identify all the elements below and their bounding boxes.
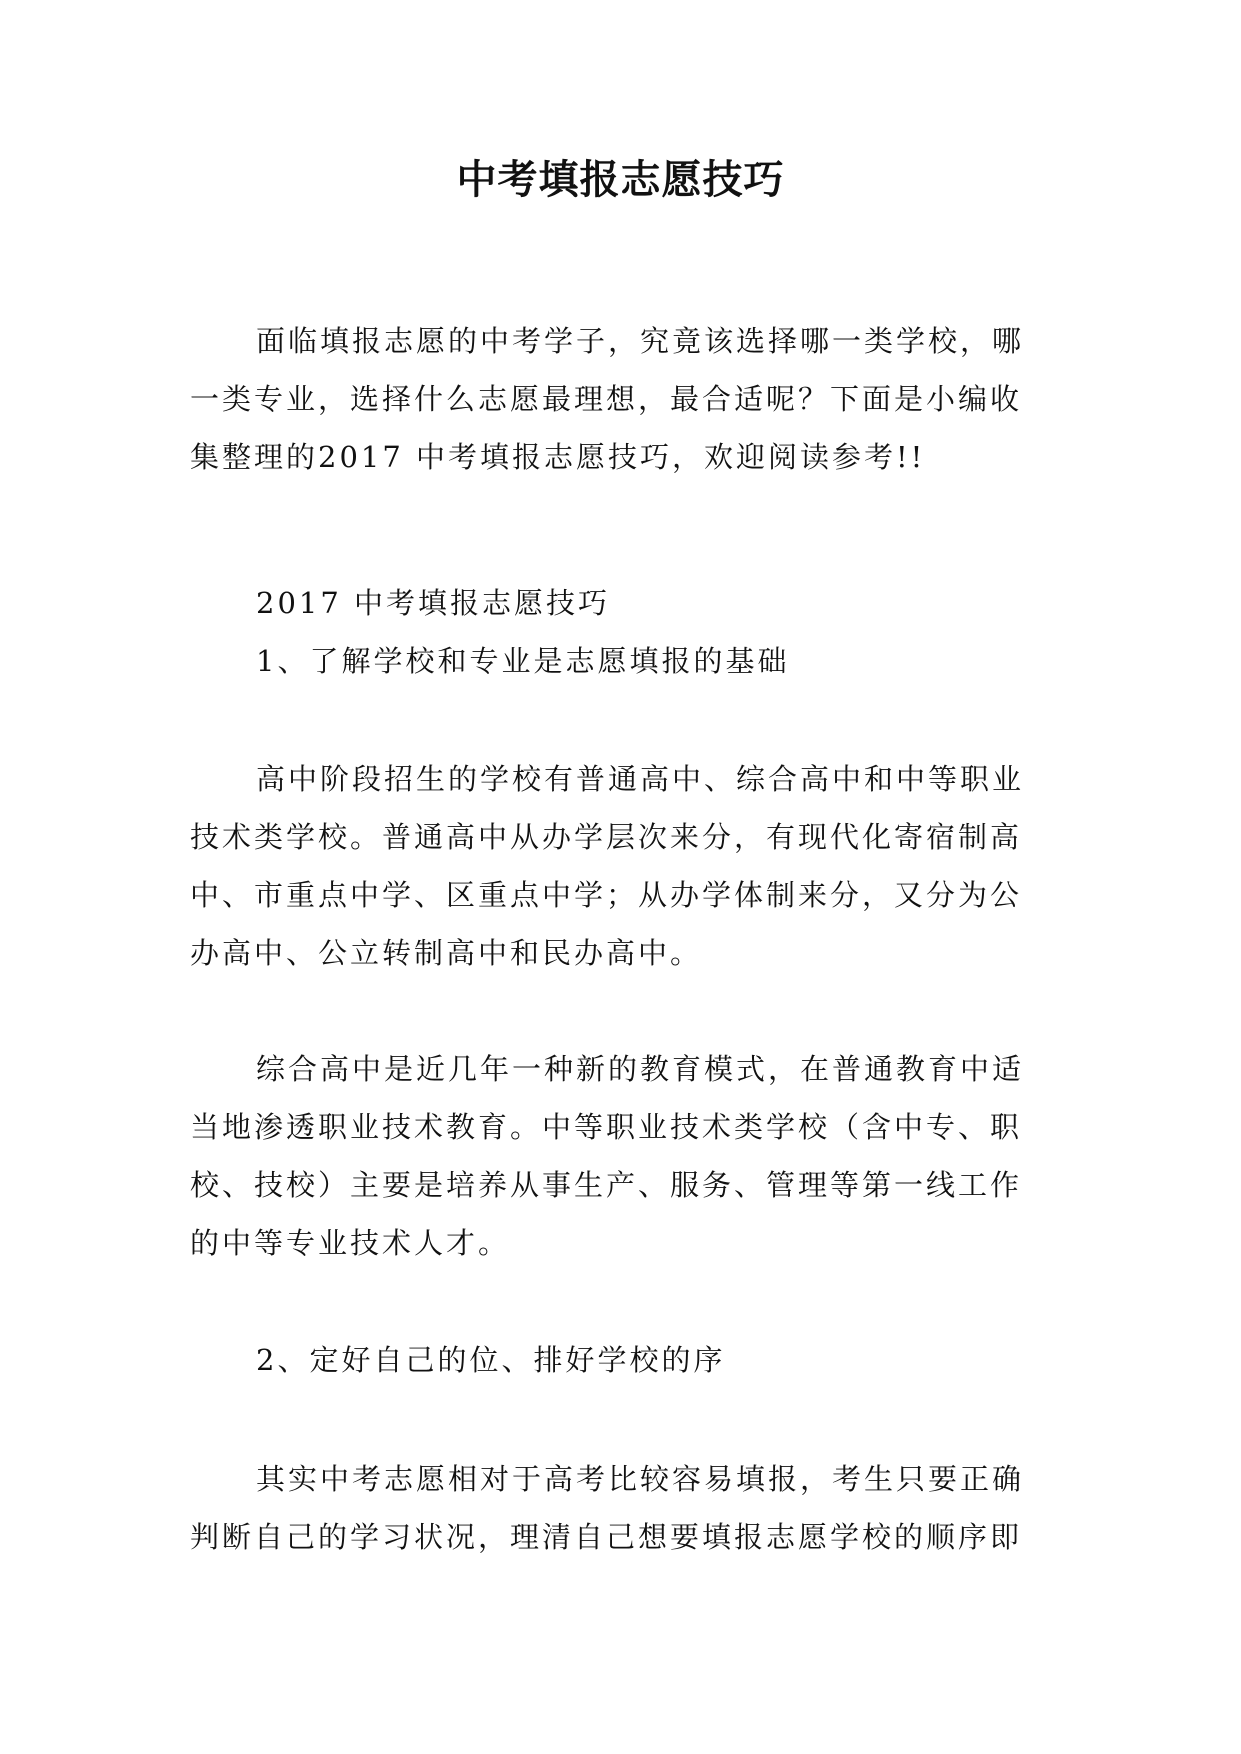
intro-paragraph bbox=[190, 312, 1052, 486]
point-1-heading: 1、了解学校和专业是志愿填报的基础 bbox=[256, 644, 790, 678]
point-2-heading: 2、定好自己的位、排好学校的序 bbox=[256, 1343, 726, 1377]
paragraph-line: 判断自己的学习状况，理清自己想要填报志愿学校的顺序即 bbox=[190, 1520, 1023, 1554]
section-heading: 2017 中考填报志愿技巧 bbox=[256, 586, 611, 620]
paragraph-line: 中、市重点中学、区重点中学；从办学体制来分，又分为公 bbox=[190, 878, 1023, 912]
paragraph-line: 当地渗透职业技术教育。中等职业技术类学校（含中专、职 bbox=[190, 1110, 1023, 1144]
paragraph-line: 办高中、公立转制高中和民办高中。 bbox=[190, 936, 703, 970]
paragraph-1 bbox=[190, 750, 1052, 982]
paragraph-line: 的中等专业技术人才。 bbox=[190, 1226, 511, 1260]
intro-line: 一类专业，选择什么志愿最理想，最合适呢？下面是小编收 bbox=[190, 382, 1023, 416]
paragraph-line: 综合高中是近几年一种新的教育模式，在普通教育中适 bbox=[256, 1052, 1025, 1086]
paragraph-2 bbox=[190, 1040, 1052, 1272]
intro-line: 集整理的2017 中考填报志愿技巧，欢迎阅读参考!! bbox=[190, 440, 926, 474]
paragraph-line: 技术类学校。普通高中从办学层次来分，有现代化寄宿制高 bbox=[190, 820, 1023, 854]
paragraph-3 bbox=[190, 1450, 1052, 1566]
paragraph-line: 校、技校）主要是培养从事生产、服务、管理等第一线工作 bbox=[190, 1168, 1023, 1202]
intro-line: 面临填报志愿的中考学子，究竟该选择哪一类学校，哪 bbox=[256, 324, 1025, 358]
document-title: 中考填报志愿技巧 bbox=[456, 156, 785, 203]
paragraph-line: 高中阶段招生的学校有普通高中、综合高中和中等职业 bbox=[256, 762, 1025, 796]
paragraph-line: 其实中考志愿相对于高考比较容易填报，考生只要正确 bbox=[256, 1462, 1025, 1496]
